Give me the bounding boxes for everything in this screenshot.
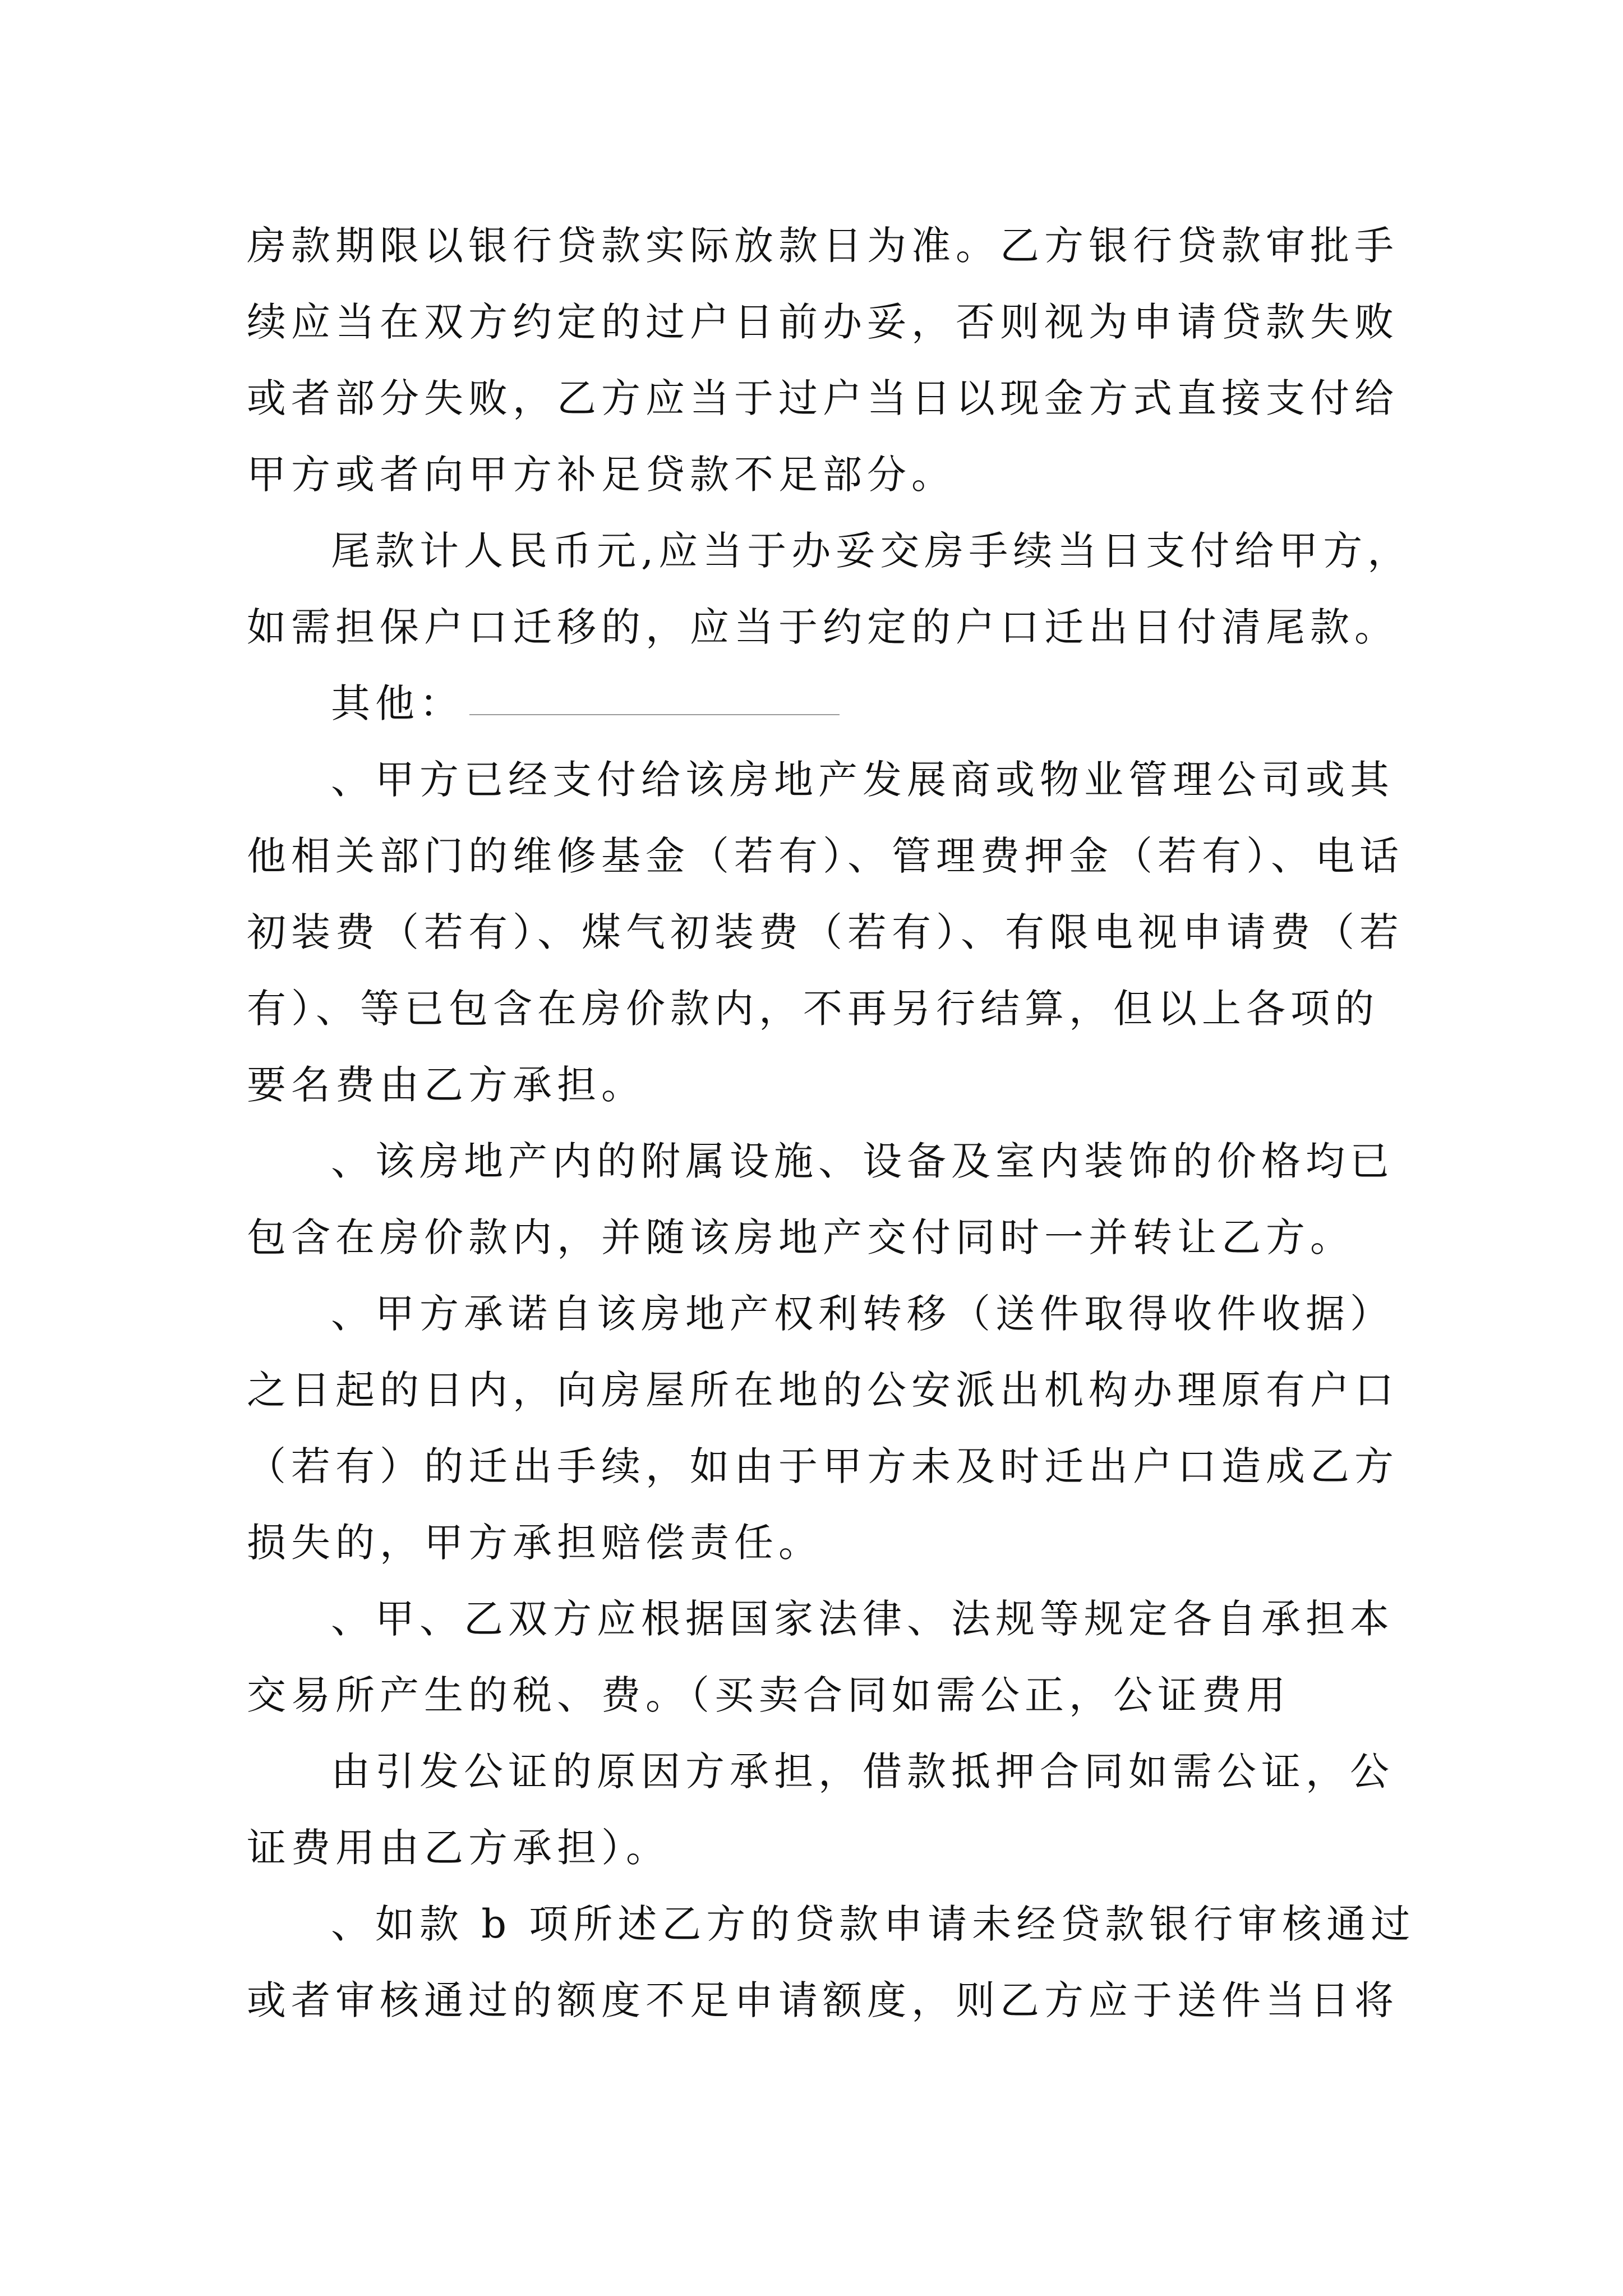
text-line: 有）、等已包含在房价款内，不再另行结算，但以上各项的 <box>247 986 1379 1032</box>
text-line: 、甲方已经支付给该房地产发展商或物业管理公司或其 <box>331 757 1394 803</box>
text-line: 续应当在双方约定的过户日前办妥，否则视为申请贷款失败 <box>247 299 1399 345</box>
text-line: 包含在房价款内，并随该房地产交付同时一并转让乙方。 <box>247 1214 1354 1260</box>
text-line: 尾款计人民币元,应当于办妥交房手续当日支付给甲方， <box>331 528 1412 574</box>
text-line: 要名费由乙方承担。 <box>247 1062 645 1108</box>
document-body <box>247 208 1415 2039</box>
text-line: （若有）的迁出手续，如由于甲方未及时迁出户口造成乙方 <box>247 1443 1399 1489</box>
text-line: 由引发公证的原因方承担，借款抵押合同如需公证，公 <box>331 1749 1394 1795</box>
text-line: 初装费（若有）、煤气初装费（若有）、有限电视申请费（若 <box>247 909 1404 955</box>
blank-fill-line <box>469 714 840 715</box>
text-line: 证费用由乙方承担）。 <box>247 1825 670 1871</box>
text-line: 或者审核通过的额度不足申请额度，则乙方应于送件当日将 <box>247 1977 1399 2023</box>
text-line: 他相关部门的维修基金（若有）、管理费押金（若有）、电话 <box>247 833 1404 879</box>
text-line: 交易所产生的税、费。（买卖合同如需公正，公证费用 <box>247 1672 1290 1718</box>
text-line: 如需担保户口迁移的，应当于约定的户口迁出日付清尾款。 <box>247 604 1399 650</box>
text-line: 、该房地产内的附属设施、设备及室内装饰的价格均已 <box>331 1138 1394 1184</box>
other-line <box>247 665 1385 742</box>
text-line: 损失的，甲方承担赔偿责任。 <box>247 1520 823 1566</box>
text-line: 、如款 b 项所述乙方的贷款申请未经贷款银行审核通过 <box>331 1901 1415 1947</box>
text-line: 甲方或者向甲方补足贷款不足部分。 <box>247 452 956 498</box>
other-label: 其他： <box>331 680 464 726</box>
text-line: 或者部分失败，乙方应当于过户当日以现金方式直接支付给 <box>247 375 1399 421</box>
text-line: 、甲、乙双方应根据国家法律、法规等规定各自承担本 <box>331 1596 1394 1642</box>
text-line: 房款期限以银行贷款实际放款日为准。乙方银行贷款审批手 <box>247 223 1399 269</box>
text-line: 之日起的日内，向房屋所在地的公安派出机构办理原有户口 <box>247 1367 1399 1413</box>
text-line: 、甲方承诺自该房地产权利转移（送件取得收件收据） <box>331 1291 1394 1337</box>
